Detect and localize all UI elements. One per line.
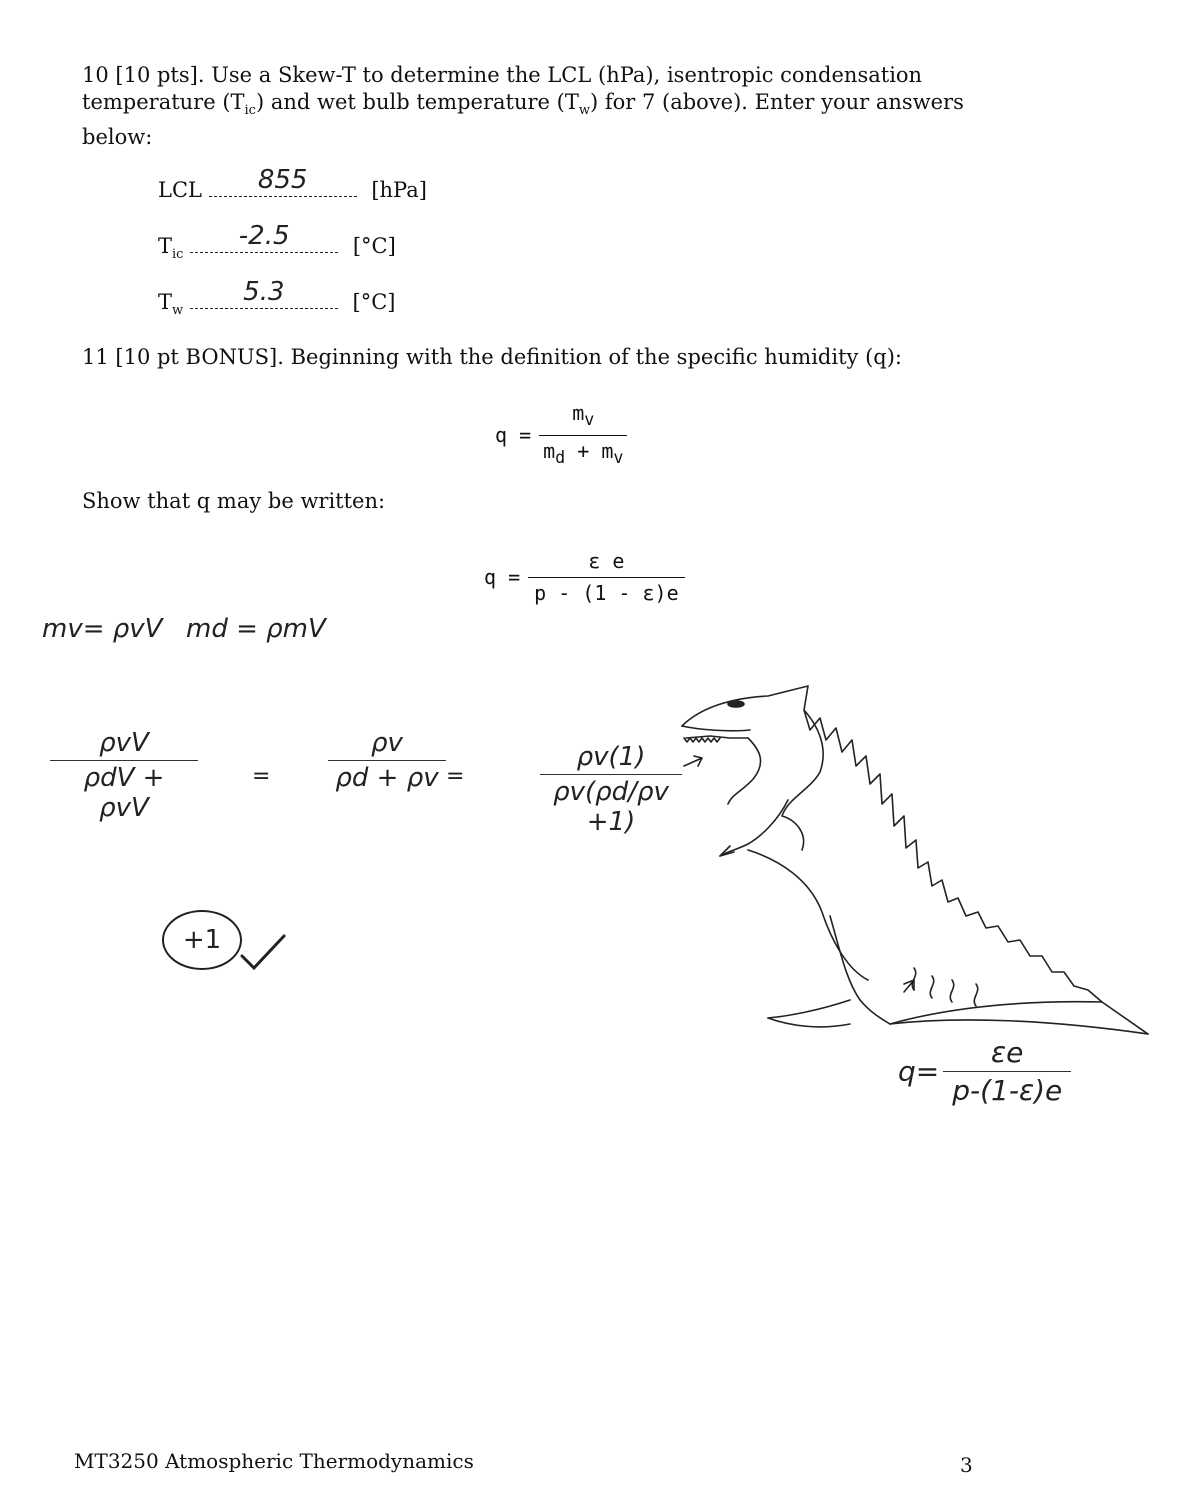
question-10-text <box>82 62 1012 151</box>
final-num: εe <box>991 1036 1024 1069</box>
q10-intro: 10 [10 pts]. Use a Skew-T to determine the LCL (hPa), isentropic condensation temperature (T <box>82 63 923 114</box>
answer-unit: [°C] <box>352 290 396 314</box>
answer-label-sub: w <box>172 303 184 319</box>
answer-unit: [°C] <box>352 234 396 258</box>
eq1-lhs: q = <box>495 423 532 447</box>
hand-frac1-num: ρvV <box>99 728 149 758</box>
handwritten-equals-1: = <box>252 764 271 789</box>
answer-label: T <box>158 290 173 314</box>
eq1-fraction <box>539 400 627 471</box>
handwritten-fraction-3 <box>546 742 676 837</box>
handwritten-mass-dry: md = ρmV <box>186 614 326 644</box>
eq1-den-plus: + m <box>577 439 614 463</box>
hand-frac1-den: ρdV + ρvV <box>50 760 198 823</box>
answer-row-tw <box>158 277 396 324</box>
handwritten-equals-2: = <box>446 764 465 789</box>
eq2-lhs: q = <box>484 565 521 589</box>
answer-unit: [hPa] <box>371 178 427 202</box>
hand-frac2-den: ρd + ρv <box>328 760 446 793</box>
q10-intro-sub: ic <box>244 103 256 119</box>
show-that-text: Show that q may be written: <box>82 489 386 513</box>
dinosaur-doodle-icon <box>670 680 1160 1040</box>
answer-value: -2.5 <box>238 221 290 251</box>
q10-intro-sub2: w <box>578 103 590 119</box>
final-lhs: q= <box>898 1055 940 1088</box>
footer-page-number: 3 <box>960 1453 973 1477</box>
answer-label: LCL <box>158 178 202 202</box>
eq1-den-b-sub: v <box>613 448 624 467</box>
final-den: p-(1-ε)e <box>943 1071 1071 1107</box>
checkmark-icon <box>240 932 290 972</box>
eq2-num: ε e <box>588 549 625 573</box>
footer-course: MT3250 Atmospheric Thermodynamics <box>74 1449 474 1473</box>
handwritten-fraction-1 <box>56 728 192 823</box>
score-text: +1 <box>182 925 222 955</box>
answer-blank[interactable] <box>190 277 338 309</box>
answer-value: 855 <box>257 165 308 195</box>
answer-value: 5.3 <box>243 277 285 307</box>
equation-target <box>484 548 685 607</box>
eq1-num-sub: v <box>584 410 595 429</box>
eq1-den-a: m <box>543 439 556 463</box>
question-11-text: 11 [10 pt BONUS]. Beginning with the definition of the specific humidity (q): <box>82 345 902 369</box>
answer-blank[interactable] <box>209 165 357 197</box>
eq1-num: m <box>572 401 585 425</box>
hand-frac2-num: ρv <box>371 728 403 758</box>
handwritten-final-answer <box>898 1036 1065 1107</box>
handwritten-mass-vapor: mv= ρvV <box>42 614 163 644</box>
score-circle <box>162 910 242 970</box>
equation-specific-humidity-definition <box>495 400 627 471</box>
eq1-den-a-sub: d <box>555 448 566 467</box>
q10-intro-end: ) for 7 (above). Enter your answers below: <box>82 90 964 150</box>
handwritten-fraction-2 <box>334 728 440 793</box>
answer-row-lcl <box>158 165 427 204</box>
eq2-den: p - (1 - ε)e <box>528 577 685 607</box>
eq2-fraction <box>528 548 685 607</box>
answer-label-sub: ic <box>172 247 184 263</box>
hand-frac3-den: ρv(ρd/ρv +1) <box>540 774 682 837</box>
hand-frac3-num: ρv(1) <box>576 742 646 772</box>
q10-intro-mid: ) and wet bulb temperature (T <box>255 90 579 114</box>
answer-label: T <box>158 234 173 258</box>
answer-blank[interactable] <box>190 221 338 253</box>
answer-row-tic <box>158 221 396 268</box>
